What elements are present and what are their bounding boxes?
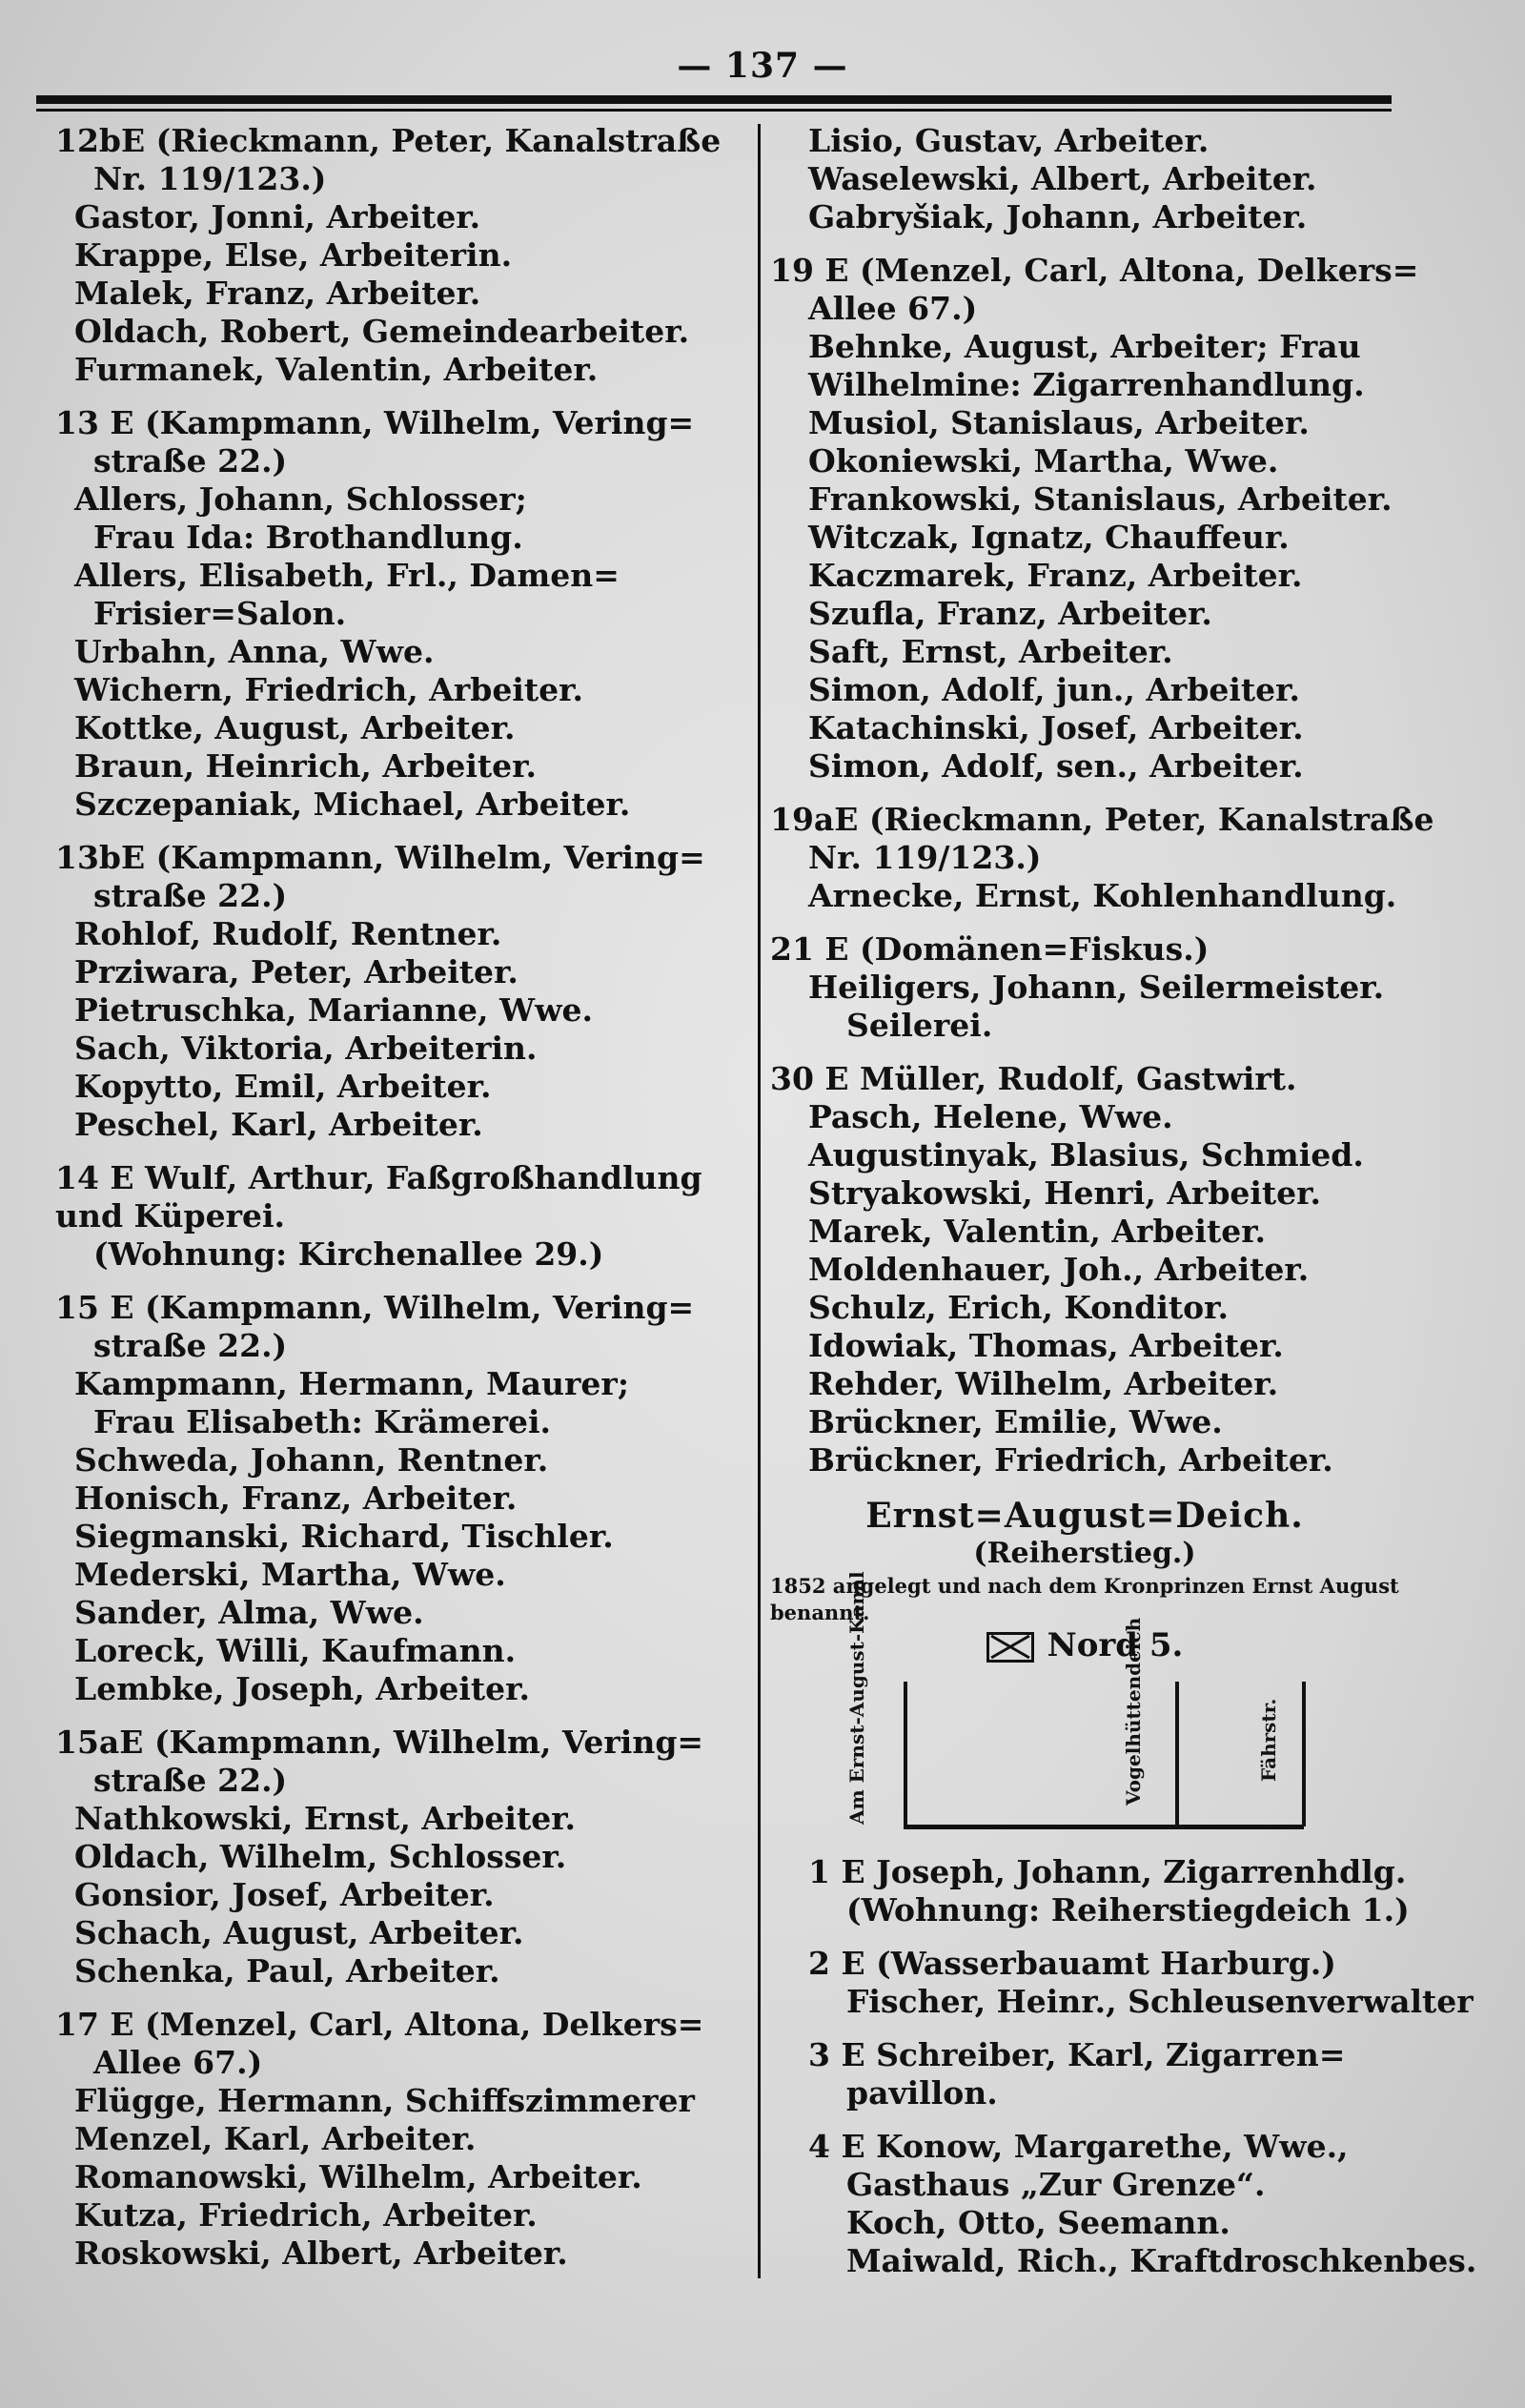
directory-line: Gastor, Jonni, Arbeiter. xyxy=(74,198,481,235)
header-rule-thick xyxy=(36,95,1392,104)
directory-line: Allee 67.) xyxy=(93,2044,263,2081)
entry-gap xyxy=(55,389,722,404)
directory-line: 14 E Wulf, Arthur, Faßgroßhandlung xyxy=(55,1159,702,1196)
directory-line: pavillon. xyxy=(846,2074,998,2112)
directory-line: 13 E (Kampmann, Wilhelm, Vering= xyxy=(55,404,695,441)
directory-line: Maiwald, Rich., Kraftdroschkenbes. xyxy=(846,2242,1477,2279)
directory-line: (Wohnung: Reiherstiegdeich 1.) xyxy=(846,1891,1410,1928)
directory-line: 15aE (Kampmann, Wilhelm, Vering= xyxy=(55,1724,704,1761)
entry-gap xyxy=(770,236,1437,252)
directory-line: Menzel, Karl, Arbeiter. xyxy=(74,2120,477,2157)
directory-line: und Küperei. xyxy=(55,1197,285,1235)
directory-line: Pasch, Helene, Wwe. xyxy=(808,1098,1173,1135)
directory-line: Kampmann, Hermann, Maurer; xyxy=(74,1365,629,1402)
directory-line: Frisier=Salon. xyxy=(93,595,347,632)
entry-gap xyxy=(770,915,1437,930)
directory-line: Sander, Alma, Wwe. xyxy=(74,1594,424,1631)
entry-gap xyxy=(770,2112,1437,2128)
directory-line: Braun, Heinrich, Arbeiter. xyxy=(74,747,537,785)
directory-line: Gabryšiak, Johann, Arbeiter. xyxy=(808,198,1308,235)
directory-line: Kopytto, Emil, Arbeiter. xyxy=(74,1068,492,1105)
entry-gap xyxy=(55,1144,722,1159)
entry-gap xyxy=(770,786,1437,801)
section-title: Ernst=August=Deich. xyxy=(865,1496,1304,1536)
directory-line: Katachinski, Josef, Arbeiter. xyxy=(808,709,1304,746)
right-column-entries-top xyxy=(770,122,1437,1479)
directory-line: Oldach, Wilhelm, Schlosser. xyxy=(74,1838,567,1875)
directory-line: Frau Ida: Brothandlung. xyxy=(93,519,523,556)
header-rule-thin xyxy=(36,109,1392,112)
directory-line: Brückner, Emilie, Wwe. xyxy=(808,1403,1223,1440)
directory-line: Behnke, August, Arbeiter; Frau xyxy=(808,328,1361,365)
column-divider xyxy=(758,124,761,2278)
directory-line: 12bE (Rieckmann, Peter, Kanalstraße xyxy=(55,122,722,159)
map-label-middle: Vogelhüttendeich xyxy=(1122,1617,1145,1806)
postal-district-label: Nord 5. xyxy=(1047,1626,1184,1664)
directory-line: Wichern, Friedrich, Arbeiter. xyxy=(74,671,583,708)
directory-line: Kottke, August, Arbeiter. xyxy=(74,709,516,746)
directory-line: 19 E (Menzel, Carl, Altona, Delkers= xyxy=(770,252,1419,289)
right-column-entries-bottom xyxy=(770,1853,1477,2280)
directory-line: Simon, Adolf, sen., Arbeiter. xyxy=(808,747,1304,785)
directory-line: Rohlof, Rudolf, Rentner. xyxy=(74,915,502,952)
directory-line: Szczepaniak, Michael, Arbeiter. xyxy=(74,786,631,823)
directory-line: Krappe, Else, Arbeiterin. xyxy=(74,236,513,274)
directory-line: Arnecke, Ernst, Kohlenhandlung. xyxy=(808,877,1397,914)
entry-gap xyxy=(770,1929,1437,1945)
directory-line: Peschel, Karl, Arbeiter. xyxy=(74,1106,483,1143)
directory-line: Nr. 119/123.) xyxy=(808,839,1042,876)
directory-line: Seilerei. xyxy=(846,1007,993,1044)
directory-line: Malek, Franz, Arbeiter. xyxy=(74,275,481,312)
directory-line: Loreck, Willi, Kaufmann. xyxy=(74,1632,517,1669)
entry-gap xyxy=(55,824,722,839)
directory-line: 13bE (Kampmann, Wilhelm, Vering= xyxy=(55,839,705,876)
entry-gap xyxy=(55,1274,722,1289)
directory-line: 19aE (Rieckmann, Peter, Kanalstraße xyxy=(770,801,1434,838)
directory-line: Koch, Otto, Seemann. xyxy=(846,2204,1230,2241)
directory-line: Waselewski, Albert, Arbeiter. xyxy=(808,160,1317,197)
directory-line: 3 E Schreiber, Karl, Zigarren= xyxy=(808,2036,1346,2073)
map-line-left xyxy=(904,1682,907,1826)
directory-line: 21 E (Domänen=Fiskus.) xyxy=(770,930,1210,968)
directory-line: Gasthaus „Zur Grenze“. xyxy=(846,2166,1266,2203)
directory-line: Romanowski, Wilhelm, Arbeiter. xyxy=(74,2158,642,2195)
directory-line: Musiol, Stanislaus, Arbeiter. xyxy=(808,404,1310,441)
directory-line: 30 E Müller, Rudolf, Gastwirt. xyxy=(770,1060,1297,1097)
directory-line: Allee 67.) xyxy=(808,290,978,327)
directory-line: (Wohnung: Kirchenallee 29.) xyxy=(93,1235,604,1273)
directory-line: Idowiak, Thomas, Arbeiter. xyxy=(808,1327,1284,1364)
page-number: — 137 — xyxy=(677,46,848,86)
entry-gap xyxy=(55,1990,722,2006)
directory-line: Szufla, Franz, Arbeiter. xyxy=(808,595,1212,632)
directory-line: Okoniewski, Martha, Wwe. xyxy=(808,442,1279,480)
directory-line: Nr. 119/123.) xyxy=(93,160,327,197)
envelope-icon xyxy=(986,1632,1034,1663)
directory-line: Stryakowski, Henri, Arbeiter. xyxy=(808,1174,1322,1212)
directory-line: Wilhelmine: Zigarrenhandlung. xyxy=(808,366,1365,403)
section-note: 1852 angelegt und nach dem Kronprinzen Ernst August benannt. xyxy=(770,1574,1399,1624)
directory-line: Fischer, Heinr., Schleusenverwalter xyxy=(846,1983,1474,2020)
map-baseline xyxy=(904,1825,1304,1829)
directory-line: Rehder, Wilhelm, Arbeiter. xyxy=(808,1365,1279,1402)
entry-gap xyxy=(770,2021,1437,2036)
directory-line: straße 22.) xyxy=(93,1327,288,1364)
entry-gap xyxy=(770,1045,1437,1060)
map-line-right xyxy=(1302,1682,1306,1826)
directory-line: Nathkowski, Ernst, Arbeiter. xyxy=(74,1800,577,1837)
directory-line: Furmanek, Valentin, Arbeiter. xyxy=(74,351,599,388)
directory-line: Mederski, Martha, Wwe. xyxy=(74,1556,506,1593)
directory-line: Augustinyak, Blasius, Schmied. xyxy=(808,1136,1364,1173)
map-label-right: Fährstr. xyxy=(1257,1698,1280,1782)
entry-gap xyxy=(55,1708,722,1724)
map-line-middle xyxy=(1175,1682,1179,1826)
directory-line: 2 E (Wasserbauamt Harburg.) xyxy=(808,1945,1336,1982)
directory-line: 15 E (Kampmann, Wilhelm, Vering= xyxy=(55,1289,695,1326)
left-column xyxy=(55,122,722,2273)
directory-line: Roskowski, Albert, Arbeiter. xyxy=(74,2235,568,2272)
right-column xyxy=(770,122,1477,2280)
section-subtitle: (Reiherstieg.) xyxy=(973,1537,1196,1570)
directory-line: Kutza, Friedrich, Arbeiter. xyxy=(74,2196,538,2234)
directory-line: Gonsior, Josef, Arbeiter. xyxy=(74,1876,495,1913)
map-label-left: Am Ernst-August-Kanal xyxy=(845,1571,868,1825)
directory-line: Heiligers, Johann, Seilermeister. xyxy=(808,969,1385,1006)
directory-line: Lembke, Joseph, Arbeiter. xyxy=(74,1670,530,1707)
directory-line: Allers, Elisabeth, Frl., Damen= xyxy=(74,557,620,594)
directory-line: Flügge, Hermann, Schiffszimmerer xyxy=(74,2082,695,2119)
directory-line: Schenka, Paul, Arbeiter. xyxy=(74,1952,500,1990)
directory-line: Brückner, Friedrich, Arbeiter. xyxy=(808,1441,1333,1479)
directory-line: Oldach, Robert, Gemeindearbeiter. xyxy=(74,313,690,350)
directory-line: Witczak, Ignatz, Chauffeur. xyxy=(808,519,1290,556)
directory-line: Lisio, Gustav, Arbeiter. xyxy=(808,122,1210,159)
directory-line: Moldenhauer, Joh., Arbeiter. xyxy=(808,1251,1310,1288)
directory-line: Urbahn, Anna, Wwe. xyxy=(74,633,435,670)
directory-line: Schach, August, Arbeiter. xyxy=(74,1914,524,1951)
directory-line: Schweda, Johann, Rentner. xyxy=(74,1441,549,1479)
directory-line: 1 E Joseph, Johann, Zigarrenhdlg. xyxy=(808,1853,1407,1890)
directory-line: Sach, Viktoria, Arbeiterin. xyxy=(74,1030,538,1067)
directory-line: Frau Elisabeth: Krämerei. xyxy=(93,1403,552,1440)
directory-line: straße 22.) xyxy=(93,442,288,480)
directory-line: Siegmanski, Richard, Tischler. xyxy=(74,1518,614,1555)
directory-line: Frankowski, Stanislaus, Arbeiter. xyxy=(808,480,1393,518)
directory-line: Prziwara, Peter, Arbeiter. xyxy=(74,953,518,990)
directory-line: Pietruschka, Marianne, Wwe. xyxy=(74,991,593,1029)
directory-line: Honisch, Franz, Arbeiter. xyxy=(74,1479,518,1517)
directory-line: Saft, Ernst, Arbeiter. xyxy=(808,633,1173,670)
directory-line: Kaczmarek, Franz, Arbeiter. xyxy=(808,557,1303,594)
directory-line: straße 22.) xyxy=(93,1762,288,1799)
directory-line: straße 22.) xyxy=(93,877,288,914)
directory-line: Marek, Valentin, Arbeiter. xyxy=(808,1213,1267,1250)
directory-line: 17 E (Menzel, Carl, Altona, Delkers= xyxy=(55,2006,704,2043)
directory-line: 4 E Konow, Margarethe, Wwe., xyxy=(808,2128,1349,2165)
directory-line: Allers, Johann, Schlosser; xyxy=(74,480,527,518)
directory-line: Simon, Adolf, jun., Arbeiter. xyxy=(808,671,1301,708)
directory-line: Schulz, Erich, Konditor. xyxy=(808,1289,1229,1326)
